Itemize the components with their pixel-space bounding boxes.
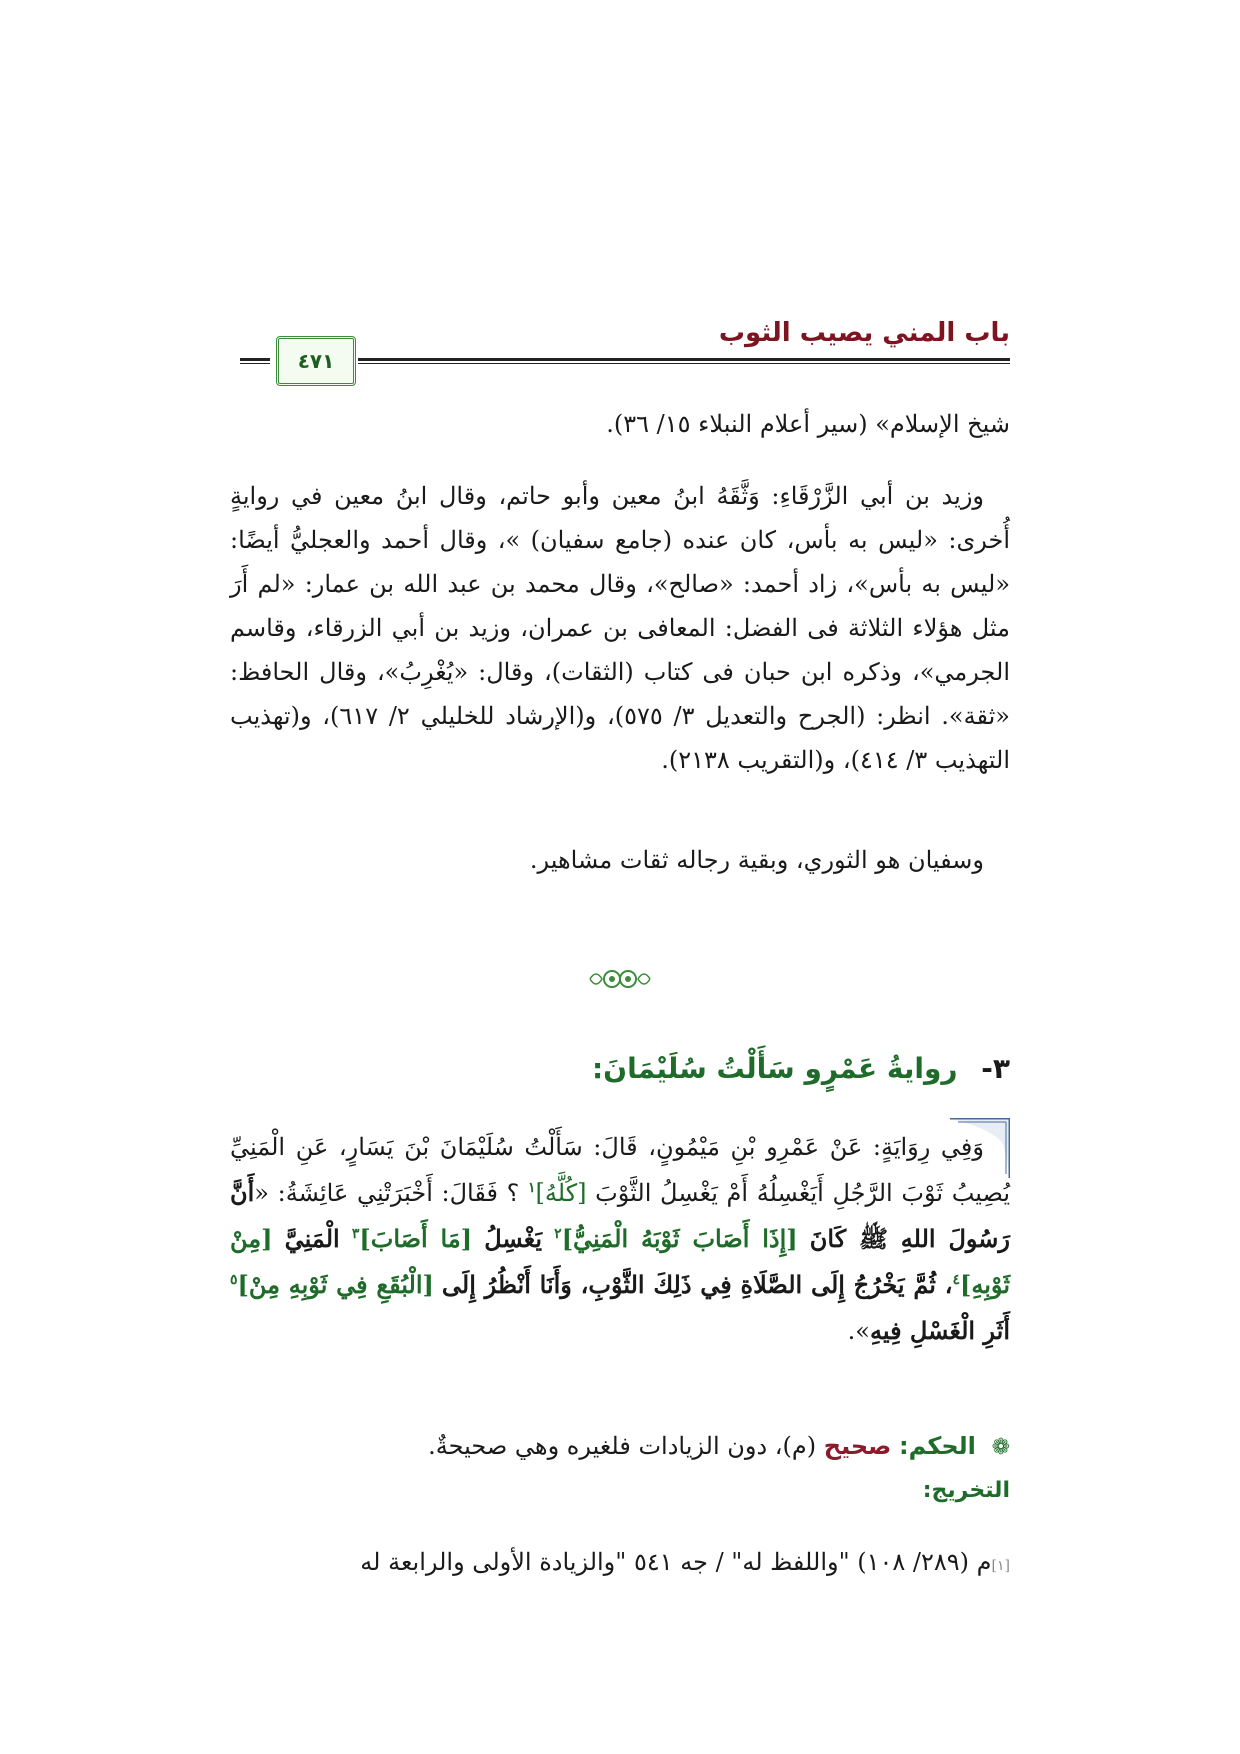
section-heading xyxy=(592,1052,1010,1085)
page-number-badge: ٤٧١ xyxy=(276,336,356,386)
paragraph-1: شيخ الإسلام» (سير أعلام النبلاء ١٥/ ٣٦). xyxy=(606,410,1010,438)
addition-2: [إِذَا أَصَابَ ثَوْبَهُ الْمَنِيُّ] xyxy=(561,1224,798,1253)
ruling-label: الحكم: xyxy=(899,1432,976,1460)
footnote-3: ٣ xyxy=(351,1226,360,1242)
section-divider-ornament-icon xyxy=(588,965,652,993)
header-rule-left xyxy=(240,358,270,364)
hadith-lead: وَفِي رِوَايَةٍ: عَنْ عَمْرِو بْنِ مَيْمُونٍ، قَالَ: سَأَلْتُ سُلَيْمَانَ بْنَ يَسَارٍ، عَنِ الْمَنِيِّ يُصِيبُ ثَوْبَ الرَّجُلِ أَيَغْسِلُهُ أَمْ يَغْسِلُ الثَّوْبَ xyxy=(230,1133,1010,1207)
takhrij-heading: التخريج: xyxy=(922,1478,1010,1503)
hadith-bold-1: أَنَّ رَسُولَ اللهِ ﷺ كَانَ xyxy=(230,1178,1010,1253)
header-rule xyxy=(358,358,1010,364)
hadith-bold-3: الْمَنِيَّ xyxy=(284,1224,340,1253)
hadith-bold-2: يَغْسِلُ xyxy=(484,1224,543,1253)
flower-icon: ❁ xyxy=(991,1435,1010,1460)
footnote-5: ٥ xyxy=(230,1272,238,1288)
ruling-text: (م)، دون الزيادات فلغيره وهي صحيحةٌ. xyxy=(428,1432,817,1460)
paragraph-3: وسفيان هو الثوري، وبقية رجاله ثقات مشاهير. xyxy=(529,846,984,874)
ruling-line xyxy=(428,1424,1010,1470)
hadith-bold-5: أَثَرِ الْغَسْلِ فِيهِ xyxy=(869,1316,1010,1345)
addition-4: [مِنْ ثَوْبِهِ] xyxy=(230,1224,1010,1299)
hadith-end: ». xyxy=(847,1317,870,1345)
section-number: ٣- xyxy=(981,1052,1010,1085)
hadith-bold-4: ، ثُمَّ يَخْرُجُ إِلَى الصَّلَاةِ فِي ذَلِكَ الثَّوْبِ، وَأَنَا أَنْظُرُ إِلَى xyxy=(441,1270,953,1299)
hadith-mid: ؟ فَقَالَ: أَخْبَرَتْنِي عَائِشَةُ: « xyxy=(254,1179,520,1207)
footnote-1: ١ xyxy=(528,1180,536,1196)
addition-3: [مَا أَصَابَ] xyxy=(359,1224,473,1253)
paragraph-2: وزيد بن أبي الزَّرْقَاءِ: وَثَّقَهُ ابنُ معين وأبو حاتم، وقال ابنُ معين في روايةٍ أُخرى: «ليس به بأس، كان عنده (جامع سفيان) »، وقال أحمد والعجليُّ أيضًا: «ليس به بأس»، زاد أحمد: «صالح»، وقال محمد بن عبد الله بن عمار: «لم أَرَ مثل هؤلاء الثلاثة فى الفضل: المعافى بن عمران، وزيد بن أبي الزرقاء، وقاسم الجرمي»، وذكره ابن حبان فى كتاب (الثقات)، وقال: «يُغْرِبُ»، وقال الحافظ: «ثقة». انظر: (الجرح والتعديل ٣/ ٥٧٥)، و(الإرشاد للخليلي ٢/ ٦١٧)، و(تهذيب التهذيب ٣/ ٤١٤)، و(التقريب ٢١٣٨). xyxy=(230,482,1011,774)
takhrij-line xyxy=(230,1540,1010,1588)
addition-1: [كُلَّهُ] xyxy=(535,1179,587,1207)
hadith-text xyxy=(230,1124,1010,1354)
section-title: روايةُ عَمْرٍو سَأَلْتُ سُلَيْمَانَ: xyxy=(591,1052,958,1085)
chapter-title: باب المني يصيب الثوب xyxy=(718,318,1010,348)
addition-5: [الْبُقَعِ فِي ثَوْبِهِ مِنْ] xyxy=(237,1270,434,1299)
takhrij-marker: [١] xyxy=(991,1558,1010,1574)
takhrij-text: م (٢٨٩/ ١٠٨) "واللفظ له" / جه ٥٤١ "والزيادة الأولى والرابعة له xyxy=(360,1548,992,1576)
ruling-grade: صحيح xyxy=(823,1432,892,1460)
footnote-2: ٢ xyxy=(554,1226,562,1242)
page-header xyxy=(240,318,1010,378)
footnote-4: ٤ xyxy=(952,1272,961,1288)
